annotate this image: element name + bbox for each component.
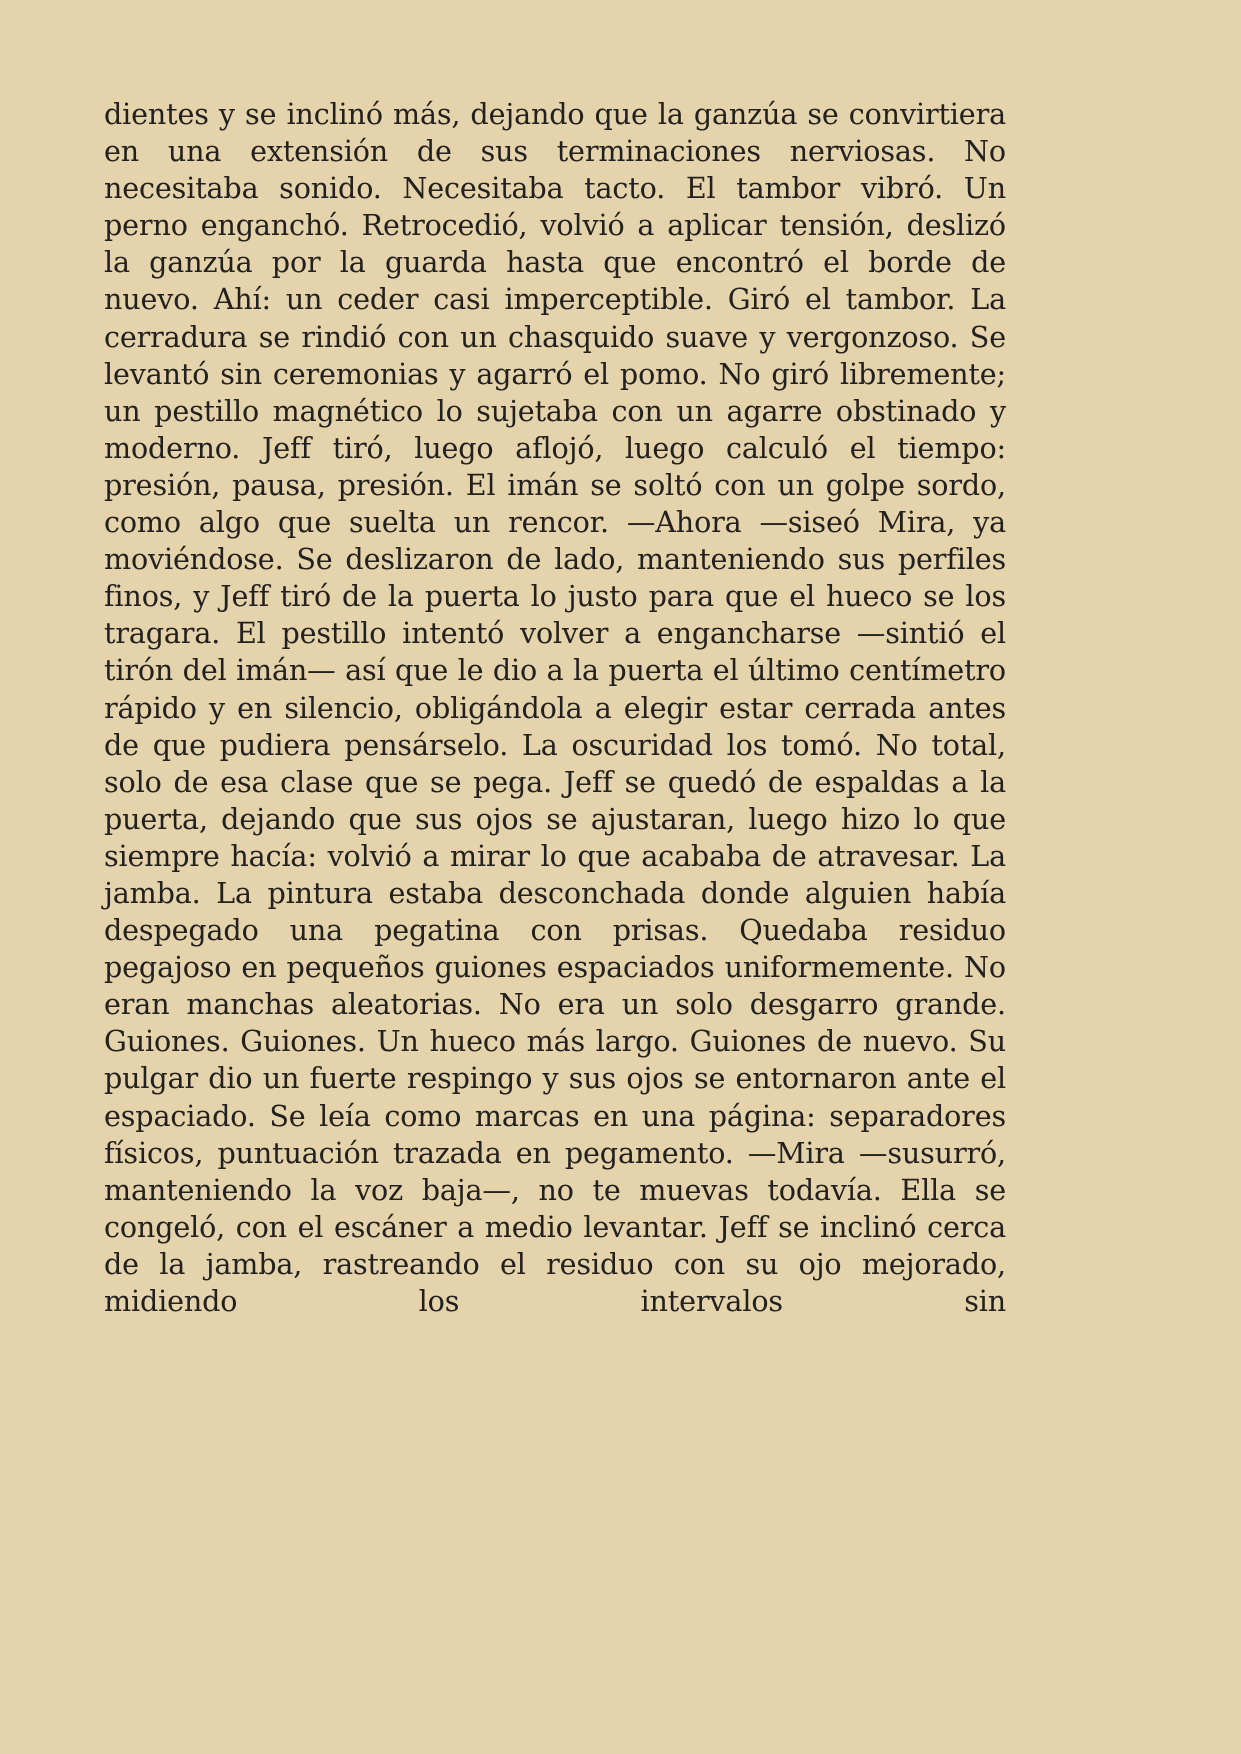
text-column [104,96,1006,1357]
body-paragraph: dientes y se inclinó más, dejando que la ganzúa se convirtiera en una extensión de sus terminaciones nerviosas. No necesitaba sonido. Necesitaba tacto. El tambor vibró. Un perno enganchó. Retrocedió, volvió a aplicar tensión, deslizó la ganzúa por la guarda hasta que encontró el borde de nuevo. Ahí: un ceder casi imperceptible. Giró el tambor. La cerradura se rindió con un chasquido suave y vergonzoso. Se levantó sin ceremonias y agarró el pomo. No giró libremente; un pestillo magnético lo sujetaba con un agarre obstinado y moderno. Jeff tiró, luego aflojó, luego calculó el tiempo: presión, pausa, presión. El imán se soltó con un golpe sordo, como algo que suelta un rencor. —Ahora —siseó Mira, ya moviéndose. Se deslizaron de lado, manteniendo sus perfiles finos, y Jeff tiró de la puerta lo justo para que el hueco se los tragara. El pestillo intentó volver a engancharse —sintió el tirón del imán— así que le dio a la puerta el último centímetro rápido y en silencio, obligándola a elegir estar cerrada antes de que pudiera pensárselo. La oscuridad los tomó. No total, solo de esa clase que se pega. Jeff se quedó de espaldas a la puerta, dejando que sus ojos se ajustaran, luego hizo lo que siempre hacía: volvió a mirar lo que acababa de atravesar. La jamba. La pintura estaba desconchada donde alguien había despegado una pegatina con prisas. Quedaba residuo pegajoso en pequeños guiones espaciados uniformemente. No eran manchas aleatorias. No era un solo desgarro grande. Guiones. Guiones. Un hueco más largo. Guiones de nuevo. Su pulgar dio un fuerte respingo y sus ojos se entornaron ante el espaciado. Se leía como marcas en una página: separadores físicos, puntuación trazada en pegamento. —Mira —susurró, manteniendo la voz baja—, no te muevas todavía. Ella se congeló, con el escáner a medio levantar. Jeff se inclinó cerca de la jamba, rastreando el residuo con su ojo mejorado, midiendo los intervalos sin [104,97,1006,1318]
